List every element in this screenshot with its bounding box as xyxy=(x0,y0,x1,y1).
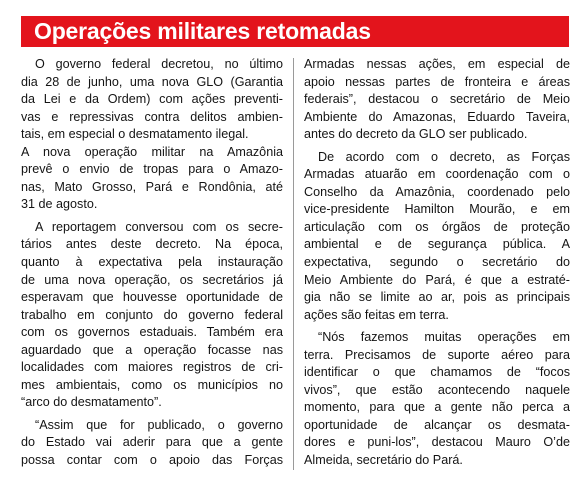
text-line: vice-presidente Hamilton Mourão, e em xyxy=(304,202,570,217)
text-line: terra. Precisamos de suporte aéreo para xyxy=(304,347,570,362)
text-line: dia 28 de junho, uma nova GLO (Garantia xyxy=(21,74,283,89)
text-line: 31 de agosto. xyxy=(21,197,98,212)
headline-title: Operações militares retomadas xyxy=(34,18,371,44)
text-line: tais, em especial o desmatamento ilegal. xyxy=(21,127,249,142)
headline-banner xyxy=(21,16,569,47)
text-line: ambiental e de segurança pública. A xyxy=(304,237,570,252)
text-line: aguardado que a operação focasse nas xyxy=(21,342,283,357)
text-line: esperavam que houvesse oportunidade de xyxy=(21,290,283,305)
text-line: ações são feitas em terra. xyxy=(304,307,449,322)
text-line: “Nós fazemos muitas operações em xyxy=(318,330,570,345)
text-line: O governo federal decretou, no último xyxy=(35,57,283,71)
column-divider xyxy=(293,58,294,470)
text-line: Almeida, secretário do Pará. xyxy=(304,453,463,468)
text-line: antes do decreto da GLO ser publicado. xyxy=(304,127,528,142)
text-line: A reportagem conversou com os secre- xyxy=(35,219,283,234)
text-line: identificar o que chamamos de “focos xyxy=(304,365,570,380)
text-line: Ambiente do Amazonas, Eduardo Taveira, xyxy=(304,109,570,124)
text-line: A nova operação militar na Amazônia xyxy=(21,144,283,159)
text-line: Armadas nessas ações, em especial de xyxy=(304,57,570,71)
text-line: mes ambientais, como os municípios no xyxy=(21,377,283,392)
text-line: Armadas atuarão em coordenação com o xyxy=(304,167,570,182)
text-line: vas e repressivas contra delitos ambien- xyxy=(21,109,283,124)
right-column xyxy=(304,56,570,474)
text-line: Meio Ambiente do Pará, é que a estraté- xyxy=(304,272,570,287)
text-line: vivos”, que estão acontecendo naquele xyxy=(304,382,570,397)
text-line: apoio nessas partes de fronteira e áreas xyxy=(304,74,570,89)
text-line: da Lei e da Ordem) com ações preventi- xyxy=(21,92,283,107)
text-line: articulação com os órgãos de proteção xyxy=(304,219,570,234)
text-line: com os governos estaduais. Também era xyxy=(21,325,283,340)
text-line: trabalho em conjunto do governo federal xyxy=(21,307,283,322)
text-line: “Assim que for publicado, o governo xyxy=(35,417,283,432)
text-line: prevê o envio de tropas para o Amazo- xyxy=(21,162,283,177)
text-line: momento, para que a gente não perca a xyxy=(304,400,570,415)
text-line: Conselho da Amazônia, coordenado pelo xyxy=(304,184,570,199)
left-column xyxy=(21,56,283,474)
text-line: de uma nova operação, os secretários já xyxy=(21,272,283,287)
text-line: dores e puni-los”, destacou Mauro O’de xyxy=(304,435,570,450)
text-line: nas, Mato Grosso, Pará e Rondônia, até xyxy=(21,179,283,194)
text-line: do Estado vai aderir para que a gente xyxy=(21,435,283,450)
text-line: De acordo com o decreto, as Forças xyxy=(318,149,570,164)
text-line: localidades com maiores registros de cri- xyxy=(21,360,283,375)
text-line: quanto à expectativa pela instauração xyxy=(21,255,283,270)
text-line: gia não se limite ao ar, pois as principais xyxy=(304,290,570,305)
text-line: tários antes deste decreto. Na época, xyxy=(21,237,283,252)
text-line: federais”, destacou o secretário de Meio xyxy=(304,92,570,107)
text-line: oportunidade de alcançar os desmata- xyxy=(304,417,570,432)
article-body xyxy=(21,56,569,474)
text-line: possa contar com o apoio das Forças xyxy=(21,453,283,468)
text-line: “arco do desmatamento”. xyxy=(21,395,162,410)
text-line: expectativa, segundo o secretário do xyxy=(304,255,570,270)
